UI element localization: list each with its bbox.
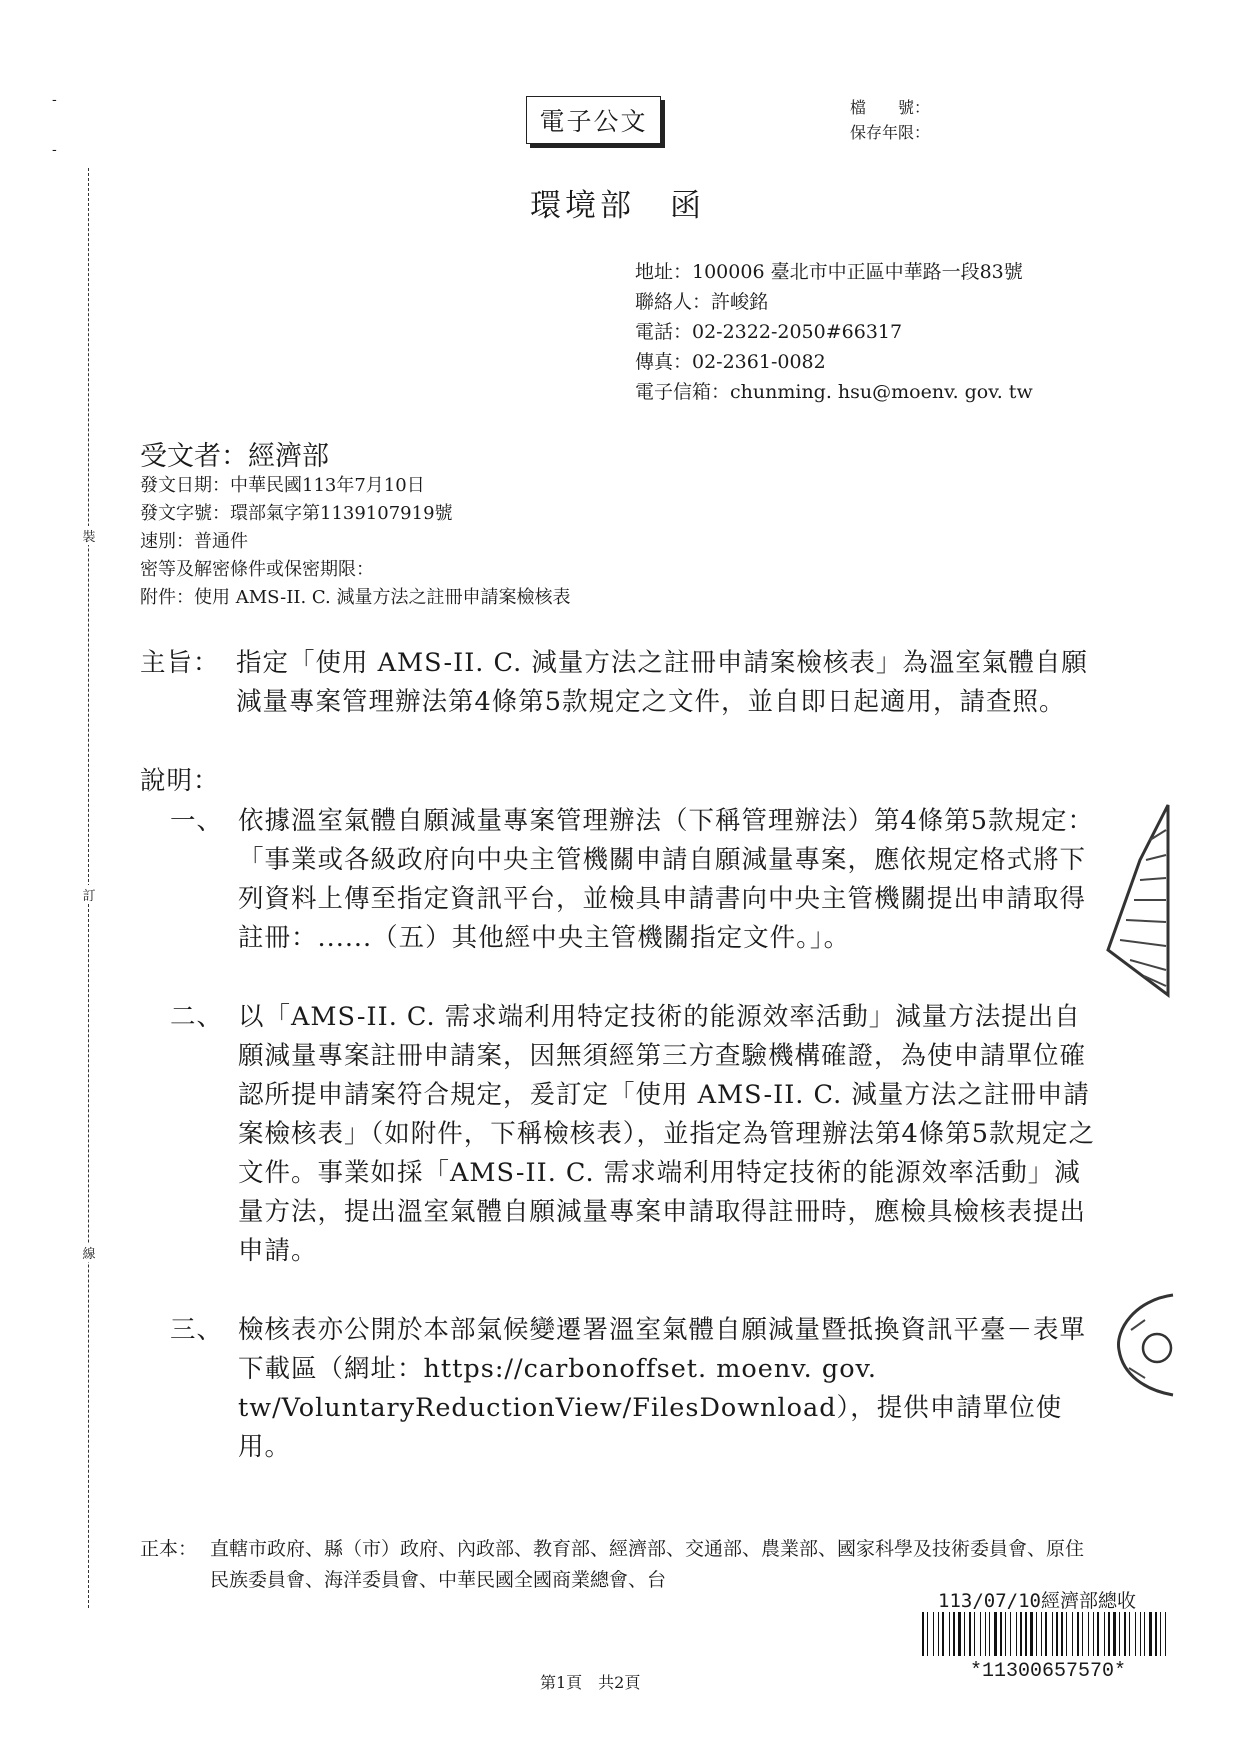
purpose-section xyxy=(140,644,1100,722)
item-number: 一、 xyxy=(170,806,224,836)
purpose-text: 指定「使用 AMS-II. C. 減量方法之註冊申請案檢核表」為溫室氣體自願減量專案管理辦法第4條第5款規定之文件，並自即日起適用，請查照。 xyxy=(236,648,1088,717)
attachment: 附件：使用 AMS-II. C. 減量方法之註冊申請案檢核表 xyxy=(140,587,571,608)
explanation-item xyxy=(170,802,1100,958)
binding-mark-line: 線 xyxy=(78,1243,100,1262)
issue-date: 發文日期：中華民國113年7月10日 xyxy=(140,475,425,496)
file-meta xyxy=(850,95,930,145)
explanation-item xyxy=(170,998,1100,1271)
margin-tick: - xyxy=(52,92,57,108)
retention-period: 保存年限： xyxy=(850,123,931,142)
sender-contact: 聯絡人：許峻銘 xyxy=(635,291,769,313)
file-number: 檔 號： xyxy=(850,98,931,117)
sender-phone: 電話：02-2322-2050#66317 xyxy=(635,321,903,343)
sender-fax: 傳真：02-2361-0082 xyxy=(635,351,826,373)
barcode-number: *11300657570* xyxy=(970,1660,1127,1683)
recipient: 受文者：經濟部 xyxy=(140,441,329,472)
sender-info xyxy=(635,257,1033,407)
seal-impression-graphic xyxy=(1105,1290,1175,1400)
barcode-graphic xyxy=(920,1612,1170,1656)
cc-text: 直轄市政府、縣（市）政府、內政部、教育部、經濟部、交通部、農業部、國家科學及技術委員會、原住民族委員會、海洋委員會、中華民國全國商業總會、台 xyxy=(210,1538,1085,1591)
explanation-item xyxy=(170,1311,1100,1467)
security-level: 密等及解密條件或保密期限： xyxy=(140,559,374,580)
item-text: 以「AMS-II. C. 需求端利用特定技術的能源效率活動」減量方法提出自願減量專案註冊申請案，因無須經第三方查驗機構確證，為使申請單位確認所提申請案符合規定，爰訂定「使用 AMS-II. C. 減量方法之註冊申請案檢核表」（如附件，下稱檢核表），並指定為管理辦法第4條第5款規定之文件。事業如採「AMS-II. C. 需求端利用特定技術的能源效率活動」減量方法，提出溫室氣體自願減量專案申請取得註冊時，應檢具檢核表提出申請。 xyxy=(238,1002,1095,1266)
margin-tick: - xyxy=(52,142,57,158)
issue-number: 發文字號：環部氣字第1139107919號 xyxy=(140,503,453,524)
sender-email: 電子信箱：chunming. hsu@moenv. gov. tw xyxy=(635,381,1033,403)
document-meta xyxy=(140,472,570,612)
cc-label: 正本： xyxy=(140,1538,198,1560)
sender-address: 地址：100006 臺北市中正區中華路一段83號 xyxy=(635,261,1023,283)
page-number: 第1頁 共2頁 xyxy=(540,1673,641,1692)
item-number: 三、 xyxy=(170,1315,224,1345)
purpose-label: 主旨： xyxy=(140,648,220,678)
document-title: 環境部 函 xyxy=(530,188,705,224)
binding-mark-bind: 裝 xyxy=(78,526,100,545)
receipt-stamp: 113/07/10經濟部總收 xyxy=(938,1590,1136,1612)
electronic-document-stamp: 電子公文 xyxy=(526,96,661,144)
item-text: 檢核表亦公開於本部氣候變遷署溫室氣體自願減量暨抵換資訊平臺－表單下載區（網址：https://carbonoffset. moenv. gov. tw/VoluntaryReductionView/FilesDownload），提供申請單位使用。 xyxy=(238,1315,1087,1462)
item-text: 依據溫室氣體自願減量專案管理辦法（下稱管理辦法）第4條第5款規定：「事業或各級政府向中央主管機關申請自願減量專案，應依規定格式將下列資料上傳至指定資訊平台，並檢具申請書向中央主管機關提出申請取得註冊：......（五）其他經中央主管機關指定文件。」。 xyxy=(238,806,1094,953)
delivery-speed: 速別：普通件 xyxy=(140,531,248,552)
binding-mark-staple: 訂 xyxy=(78,885,100,904)
explanation-label: 說明： xyxy=(140,766,220,796)
seal-impression-graphic xyxy=(1100,800,1170,1000)
item-number: 二、 xyxy=(170,1002,224,1032)
